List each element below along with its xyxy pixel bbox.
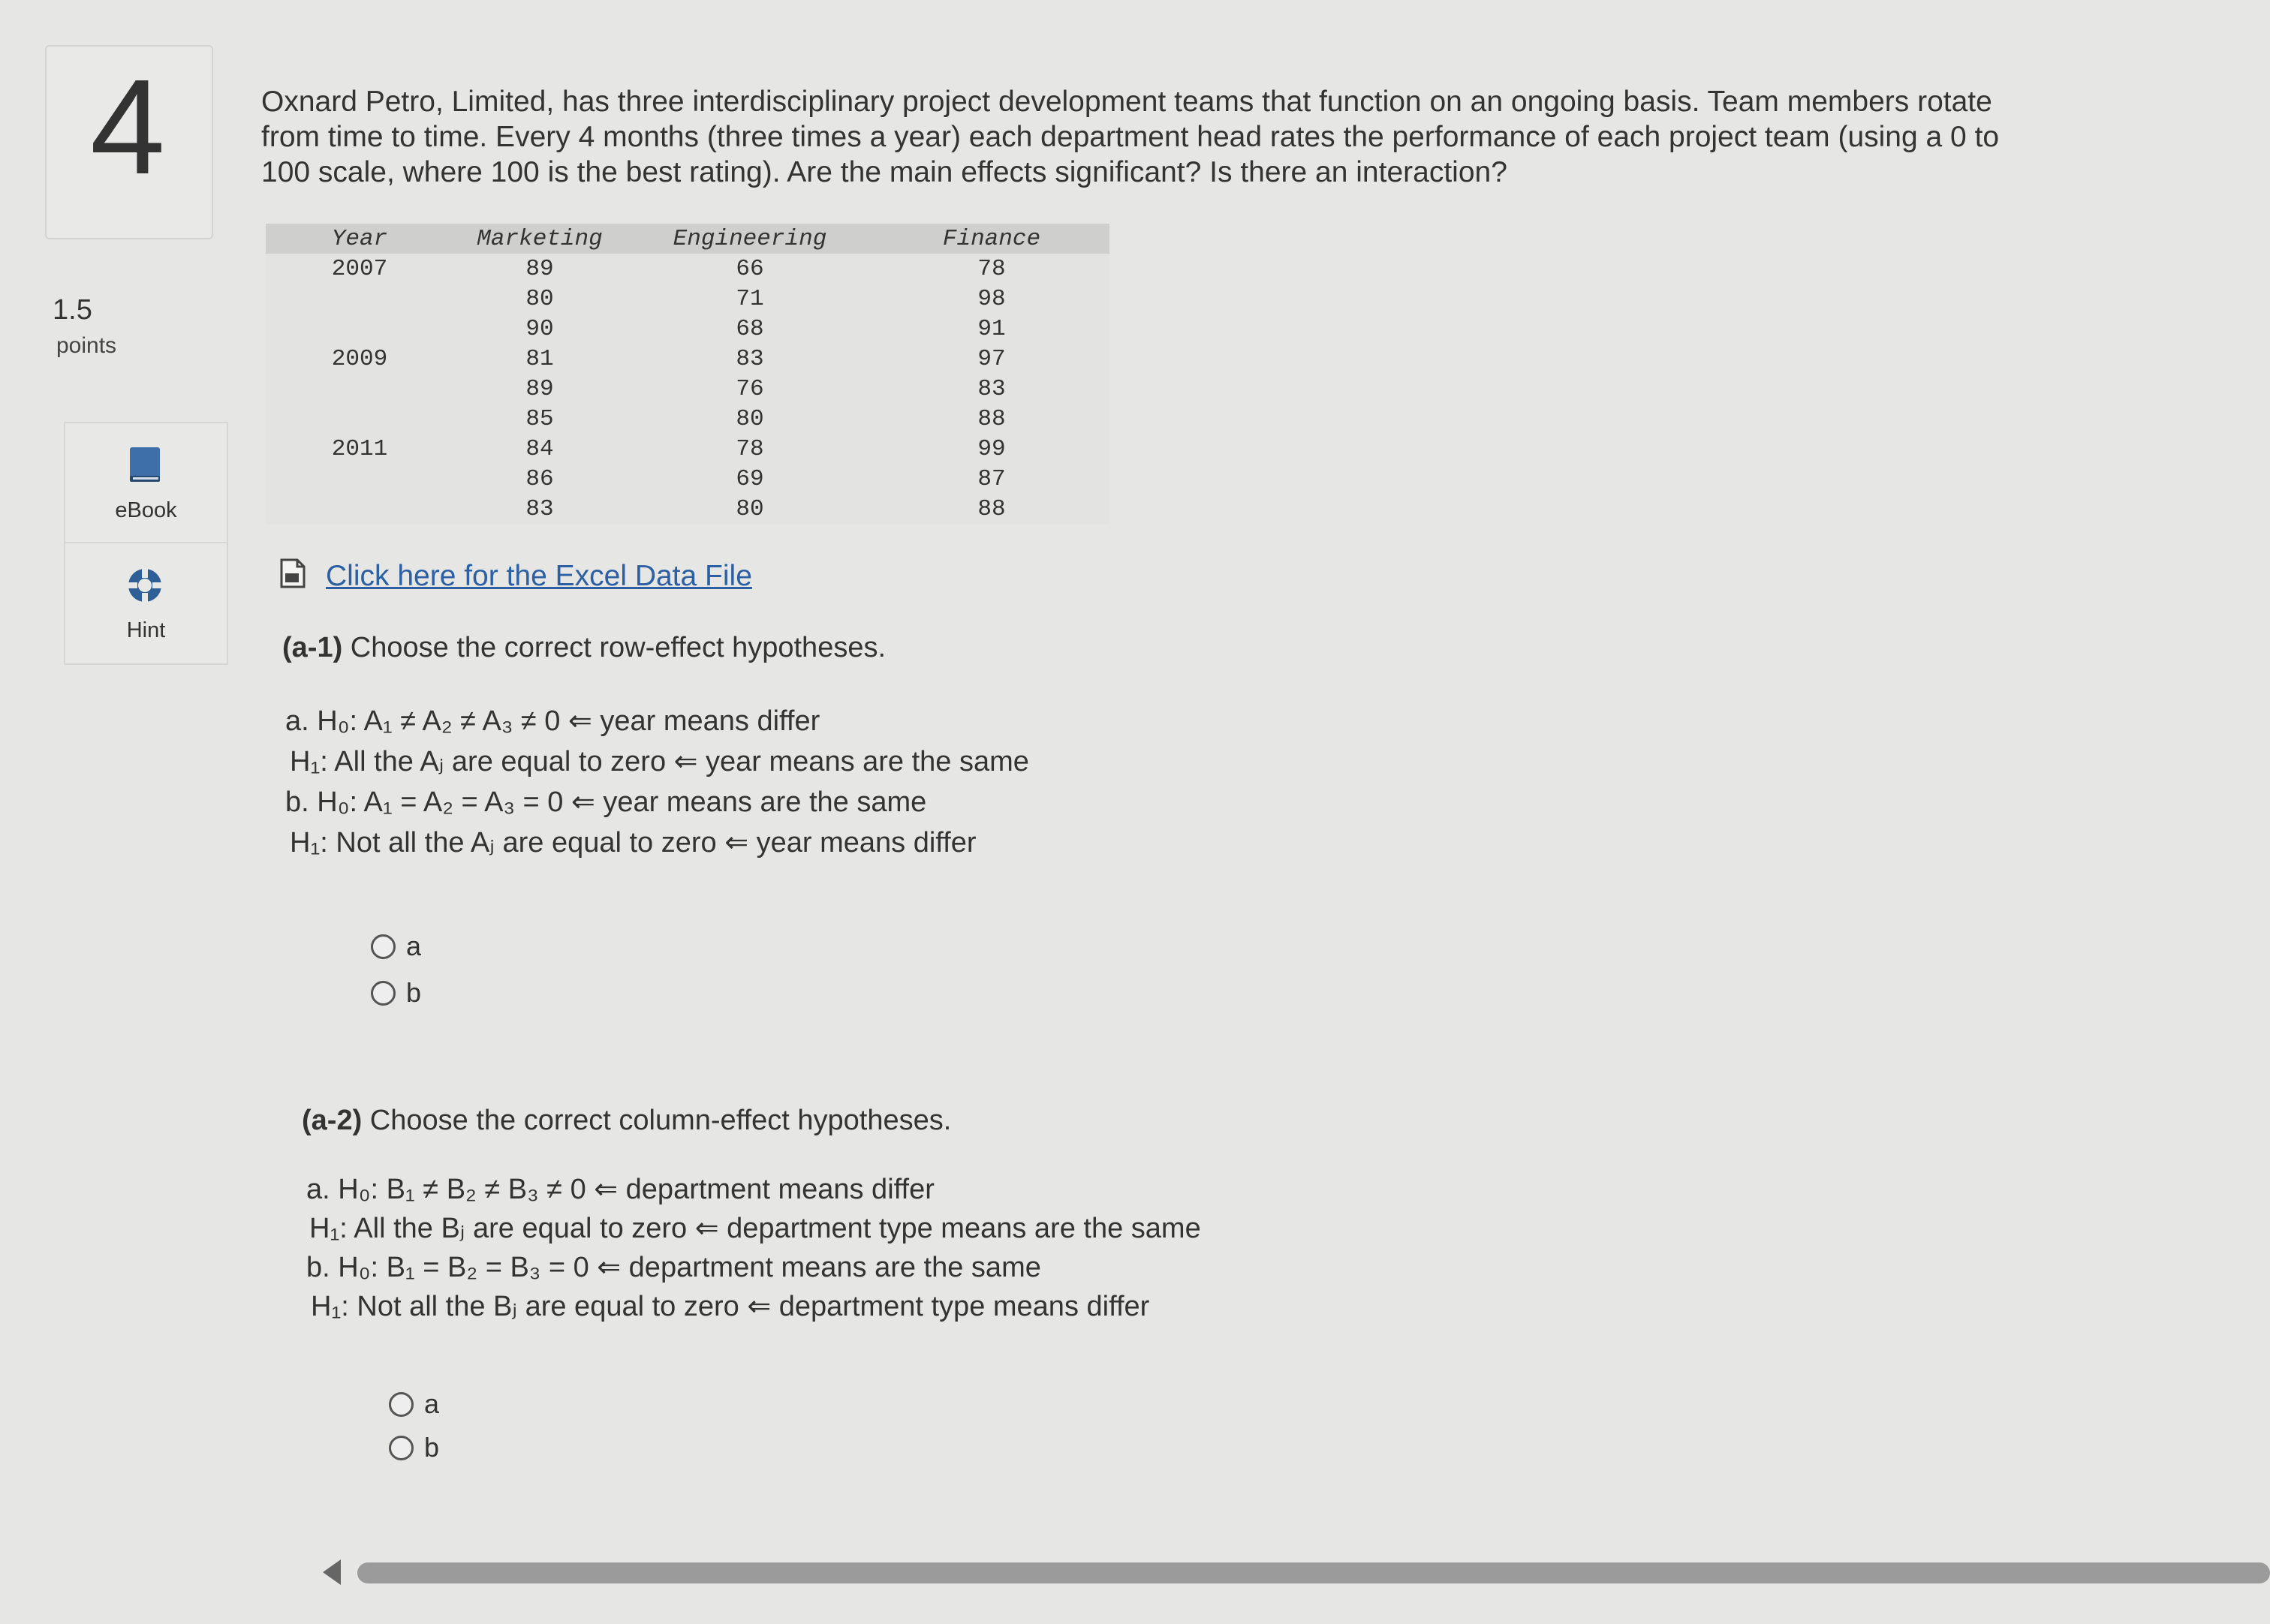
intro-line: 100 scale, where 100 is the best rating). Are the main effects significant? Is there an interaction? [261,156,1507,188]
table-cell-year [266,404,453,434]
table-cell: 99 [874,434,1109,464]
a1-option-line: a. H₀: A₁ ≠ A₂ ≠ A₃ ≠ 0 ⇐ year means differ [285,705,820,737]
table-cell-year [266,494,453,524]
hint-label: Hint [126,618,166,642]
table-cell-year: 2011 [266,434,453,464]
header-year: Year [266,224,453,254]
header-finance: Finance [874,224,1109,254]
table-cell: 87 [874,464,1109,494]
choice-label: a [406,931,422,961]
points-label: points [56,333,117,358]
a2-choice-b[interactable] [389,1432,439,1463]
table-cell: 83 [453,494,626,524]
table-cell: 83 [874,374,1109,404]
table-cell: 91 [874,314,1109,344]
table-cell: 89 [453,254,626,284]
hint-button[interactable] [64,542,228,665]
a1-option-line: H₁: Not all the Aⱼ are equal to zero ⇐ year means differ [290,827,977,859]
question-number: 4 [89,52,166,203]
table-cell-year: 2007 [266,254,453,284]
a2-option-line: a. H₀: B₁ ≠ B₂ ≠ B₃ ≠ 0 ⇐ department means differ [306,1174,935,1205]
table-cell: 69 [626,464,874,494]
document-icon [279,558,306,588]
lifebuoy-icon [127,566,163,605]
table-row [266,374,1109,404]
intro-line: from time to time. Every 4 months (three times a year) each department head rates the performance of each project team (using a 0 to [261,121,2000,153]
table-cell-year [266,284,453,314]
radio-button[interactable] [371,934,396,959]
table-cell-year [266,314,453,344]
table-cell: 80 [626,404,874,434]
scroll-left-arrow[interactable] [323,1559,341,1585]
table-cell: 78 [626,434,874,464]
table-cell: 98 [874,284,1109,314]
table-cell-year: 2009 [266,344,453,374]
a2-option-line: H₁: All the Bⱼ are equal to zero ⇐ department type means are the same [309,1213,1201,1244]
horizontal-scrollbar[interactable] [357,1562,2270,1583]
table-row [266,464,1109,494]
ebook-button[interactable] [64,422,228,545]
ebook-label: eBook [115,498,177,522]
table-cell: 85 [453,404,626,434]
choice-label: b [424,1432,440,1463]
a2-choice-a[interactable] [389,1388,439,1420]
a2-label: (a-2) [302,1105,363,1136]
intro-line: Oxnard Petro, Limited, has three interdisciplinary project development teams that function on an ongoing basis. Team members rotate [261,86,1992,118]
table-cell-year [266,464,453,494]
table-cell: 97 [874,344,1109,374]
table-row [266,434,1109,464]
a1-choice-a[interactable] [371,931,421,962]
table-cell: 68 [626,314,874,344]
a1-choice-b[interactable] [371,977,421,1009]
table-cell: 76 [626,374,874,404]
choice-label: a [424,1388,440,1419]
a1-question [282,632,886,664]
table-cell: 88 [874,404,1109,434]
header-engineering: Engineering [626,224,874,254]
a1-option-line: H₁: All the Aⱼ are equal to zero ⇐ year means are the same [290,746,1029,777]
table-row [266,254,1109,284]
table-row [266,404,1109,434]
table-cell: 88 [874,494,1109,524]
radio-button[interactable] [371,981,396,1006]
header-marketing: Marketing [453,224,626,254]
table-cell: 81 [453,344,626,374]
a2-prompt: Choose the correct column-effect hypotheses. [369,1105,952,1136]
table-cell-year [266,374,453,404]
table-cell: 84 [453,434,626,464]
table-cell: 80 [626,494,874,524]
a2-question [302,1105,951,1137]
a1-option-line: b. H₀: A₁ = A₂ = A₃ = 0 ⇐ year means are the same [285,786,927,818]
table-cell: 66 [626,254,874,284]
table-cell: 90 [453,314,626,344]
table-row [266,284,1109,314]
table-row [266,344,1109,374]
a2-option-line: b. H₀: B₁ = B₂ = B₃ = 0 ⇐ department means are the same [306,1252,1041,1283]
radio-button[interactable] [389,1392,414,1417]
table-header-row [266,224,1109,254]
question-intro [261,84,2123,190]
book-icon [127,446,163,485]
radio-button[interactable] [389,1436,414,1460]
table-cell: 80 [453,284,626,314]
data-table [266,224,1109,524]
table-cell: 83 [626,344,874,374]
table-cell: 89 [453,374,626,404]
table-cell: 86 [453,464,626,494]
a1-label: (a-1) [282,632,343,663]
table-row [266,494,1109,524]
table-row [266,314,1109,344]
excel-data-file-link[interactable]: Click here for the Excel Data File [326,560,752,592]
table-cell: 71 [626,284,874,314]
choice-label: b [406,977,422,1008]
points-value: 1.5 [53,294,92,326]
table-cell: 78 [874,254,1109,284]
a2-option-line: H₁: Not all the Bⱼ are equal to zero ⇐ department type means differ [311,1291,1150,1322]
a1-prompt: Choose the correct row-effect hypotheses. [350,632,887,663]
